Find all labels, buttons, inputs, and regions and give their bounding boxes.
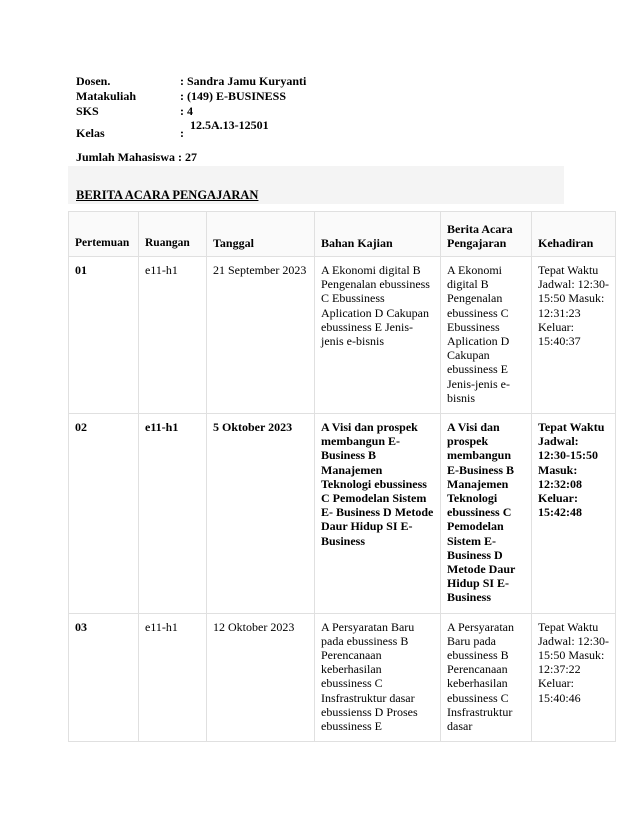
cell-ruangan: e11-h1	[139, 414, 207, 614]
header-berita-acara: Berita Acara Pengajaran	[441, 212, 532, 257]
cell-pertemuan: 03	[69, 613, 139, 742]
cell-tanggal: 12 Oktober 2023	[207, 613, 315, 742]
table-header-row	[69, 212, 616, 257]
header-tanggal: Tanggal	[207, 212, 315, 257]
cell-kehadiran: Tepat Waktu Jadwal: 12:30-15:50 Masuk: 12:31:23 Keluar: 15:40:37	[532, 257, 616, 414]
kelas-separator: :	[180, 126, 184, 140]
cell-tanggal: 21 September 2023	[207, 257, 315, 414]
kelas-label: Kelas	[76, 126, 105, 140]
cell-pertemuan: 02	[69, 414, 139, 614]
table-row	[69, 414, 616, 614]
matakuliah-value: : (149) E-BUSINESS	[180, 89, 287, 103]
header-bahan-kajian: Bahan Kajian	[315, 212, 441, 257]
header-pertemuan: Pertemuan	[69, 212, 139, 257]
jumlah-mahasiswa: Jumlah Mahasiswa : 27	[76, 150, 198, 164]
cell-berita-acara: A Visi dan prospek membangun E-Business B Manajemen Teknologi ebussiness C Pemodelan Sistem E-Business D Metode Daur Hidup SI E-Business	[441, 414, 532, 614]
cell-kehadiran: Tepat Waktu Jadwal: 12:30-15:50 Masuk: 12:32:08 Keluar: 15:42:48	[532, 414, 616, 614]
cell-kehadiran: Tepat Waktu Jadwal: 12:30-15:50 Masuk: 12:37:22 Keluar: 15:40:46	[532, 613, 616, 742]
header-kehadiran: Kehadiran	[532, 212, 616, 257]
cell-ruangan: e11-h1	[139, 257, 207, 414]
cell-tanggal: 5 Oktober 2023	[207, 414, 315, 614]
kelas-value: 12.5A.13-12501	[190, 118, 269, 132]
cell-bahan-kajian: A Persyaratan Baru pada ebussiness B Perencanaan keberhasilan ebussiness C Insfrastruktur dasar ebussienss D Proses ebussiness E	[315, 613, 441, 742]
cell-pertemuan: 01	[69, 257, 139, 414]
cell-berita-acara: A Persyaratan Baru pada ebussiness B Perencanaan keberhasilan ebussiness C Insfrastruktur dasar	[441, 613, 532, 742]
cell-bahan-kajian: A Ekonomi digital B Pengenalan ebussiness C Ebussiness Aplication D Cakupan ebussiness E Jenis-jenis e-bisnis	[315, 257, 441, 414]
cell-berita-acara: A Ekonomi digital B Pengenalan ebussiness C Ebussiness Aplication D Cakupan ebussiness E Jenis-jenis e-bisnis	[441, 257, 532, 414]
teaching-report-table	[68, 211, 616, 742]
dosen-label: Dosen.	[76, 74, 111, 88]
sks-label: SKS	[76, 104, 99, 118]
cell-ruangan: e11-h1	[139, 613, 207, 742]
dosen-value: : Sandra Jamu Kuryanti	[180, 74, 307, 88]
sks-value: : 4	[180, 104, 193, 118]
table-row	[69, 613, 616, 742]
cell-bahan-kajian: A Visi dan prospek membangun E-Business B Manajemen Teknologi ebussiness C Pemodelan Sistem E- Business D Metode Daur Hidup SI E-Business	[315, 414, 441, 614]
page-title: BERITA ACARA PENGAJARAN	[76, 188, 259, 202]
header-ruangan: Ruangan	[139, 212, 207, 257]
matakuliah-label: Matakuliah	[76, 89, 137, 103]
table-row	[69, 257, 616, 414]
